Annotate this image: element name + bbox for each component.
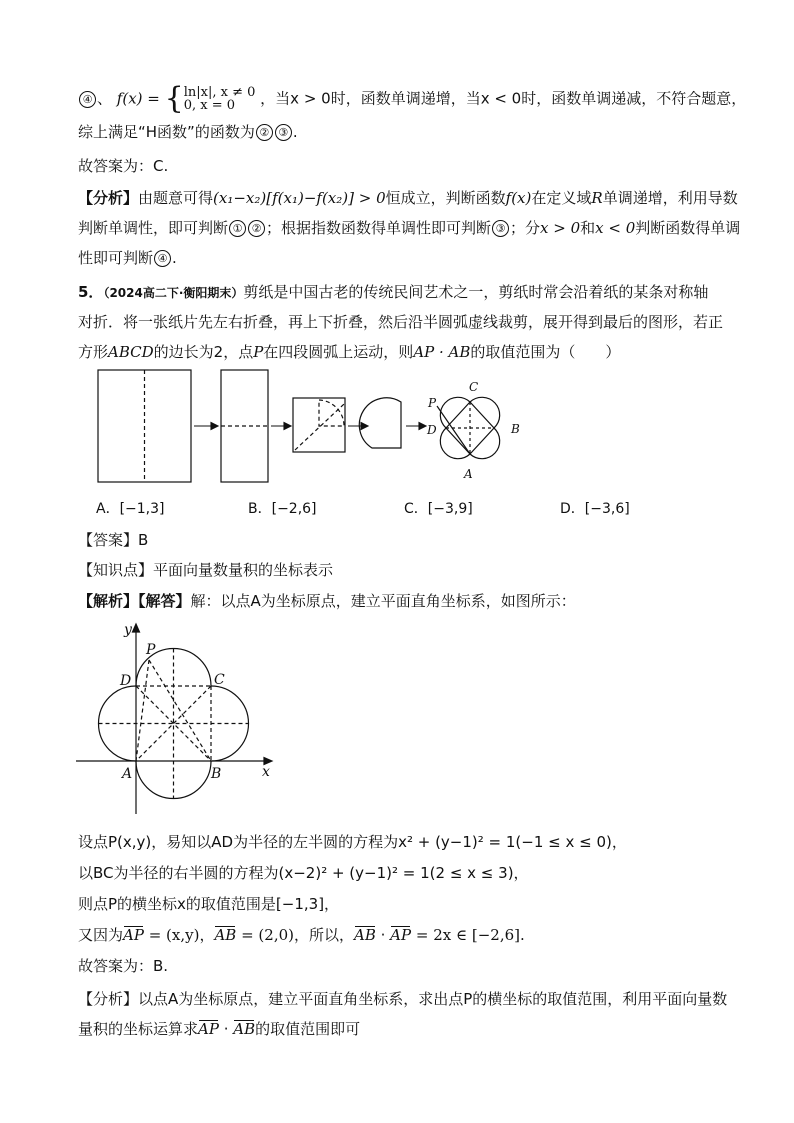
case-line-4: ④ 、 f(x) = { ln|x|, x ≠ 0 0, x = 0 ，当x > 0时，函数单调递增，当x < 0时，函数单调递减，不符合题意， [78, 86, 746, 112]
coordinate-figure [72, 618, 292, 818]
label-D: D [427, 423, 437, 437]
solution-line-4: 又因为AP = (x,y)，AB = (2,0)，所以，AB · AP = 2x ∈ [−2,6]. [78, 926, 525, 944]
function-name: f(x) = [116, 89, 160, 108]
question-number: 5． [78, 283, 104, 301]
option-D: D．[−3,6] [560, 501, 630, 517]
analysis-line-2: 判断单调性，即可判断 ① ② ；根据指数函数得单调性即可判断 ③ ；分x > 0和x < 0判断函数得单调 [78, 219, 741, 237]
question-source: （2024高二下·衡阳期末） [103, 286, 244, 300]
analysis-line-3: 性即可判断 ④ . [78, 249, 177, 267]
case-text: ，当x > 0时，函数单调递增，当x < 0时，函数单调递减，不符合题意， [260, 89, 747, 108]
label-x: x [262, 764, 270, 780]
solution-line-1: 设点P(x,y)，易知以AD为半径的左半圆的方程为x² + (y−1)² = 1(−1 ≤ x ≤ 0)， [78, 833, 627, 851]
dashed-lines [99, 649, 249, 799]
answer-label: 【答案】B [78, 531, 149, 549]
label-B2: B [211, 766, 222, 782]
option-C: C．[−3,9] [404, 501, 473, 517]
label-D2: D [120, 673, 132, 689]
piecewise-brace: { [164, 81, 184, 116]
piecewise-cases: ln|x|, x ≠ 0 0, x = 0 [183, 85, 256, 113]
label-B: B [511, 422, 520, 436]
label-P: P [428, 396, 437, 410]
paper-folding-figure [90, 366, 530, 486]
analysis-line-5: 量积的坐标运算求AP · AB的取值范围即可 [78, 1020, 361, 1038]
solution-line-3: 则点P的横坐标x的取值范围是[−1,3]， [78, 895, 340, 913]
unfolded-shape [437, 397, 500, 458]
option-A: A．[−1,3] [96, 501, 165, 517]
answer-line-prev: 故答案为：C. [78, 157, 169, 175]
label-C: C [469, 380, 479, 394]
question-5-line-1: 5．（2024高二下·衡阳期末）剪纸是中国古老的传统民间艺术之一，剪纸时常会沿着纸的某条对称轴 [78, 283, 709, 301]
option-B: B．[−2,6] [248, 501, 317, 517]
circled-number: ④ [79, 91, 96, 108]
solution-answer: 故答案为：B. [78, 957, 169, 975]
label-A2: A [122, 766, 133, 782]
label-P2: P [146, 642, 156, 658]
question-5-line-2: 对折．将一张纸片先左右折叠，再上下折叠，然后沿半圆弧虚线裁剪，展开得到最后的图形，若正 [78, 313, 724, 331]
label-y: y [124, 622, 132, 638]
conclusion-line: 综上满足“H函数”的函数为 ② ③ . [78, 123, 298, 141]
analysis-line-1: 【分析】由题意可得(x₁−x₂)[f(x₁)−f(x₂)] > 0恒成立，判断函数f(x)在定义域R单调递增，利用导数 [78, 189, 738, 207]
solution-line-2: 以BC为半径的右半圆的方程为(x−2)² + (y−1)² = 1(2 ≤ x ≤ 3)， [78, 864, 529, 882]
analysis-line-4: 【分析】以点A为坐标原点，建立平面直角坐标系，求出点P的横坐标的取值范围，利用平面向量数 [78, 990, 728, 1008]
fold-step-4 [359, 398, 401, 448]
label-A: A [464, 467, 473, 481]
knowledge-point: 【知识点】平面向量数量积的坐标表示 [78, 561, 334, 579]
label-C2: C [214, 672, 225, 688]
question-5-line-3: 方形ABCD的边长为2，点P在四段圆弧上运动，则AP · AB的取值范围为（ ） [78, 343, 621, 361]
solution-intro: 【解析】【解答】解：以点A为坐标原点，建立平面直角坐标系，如图所示： [78, 592, 576, 610]
